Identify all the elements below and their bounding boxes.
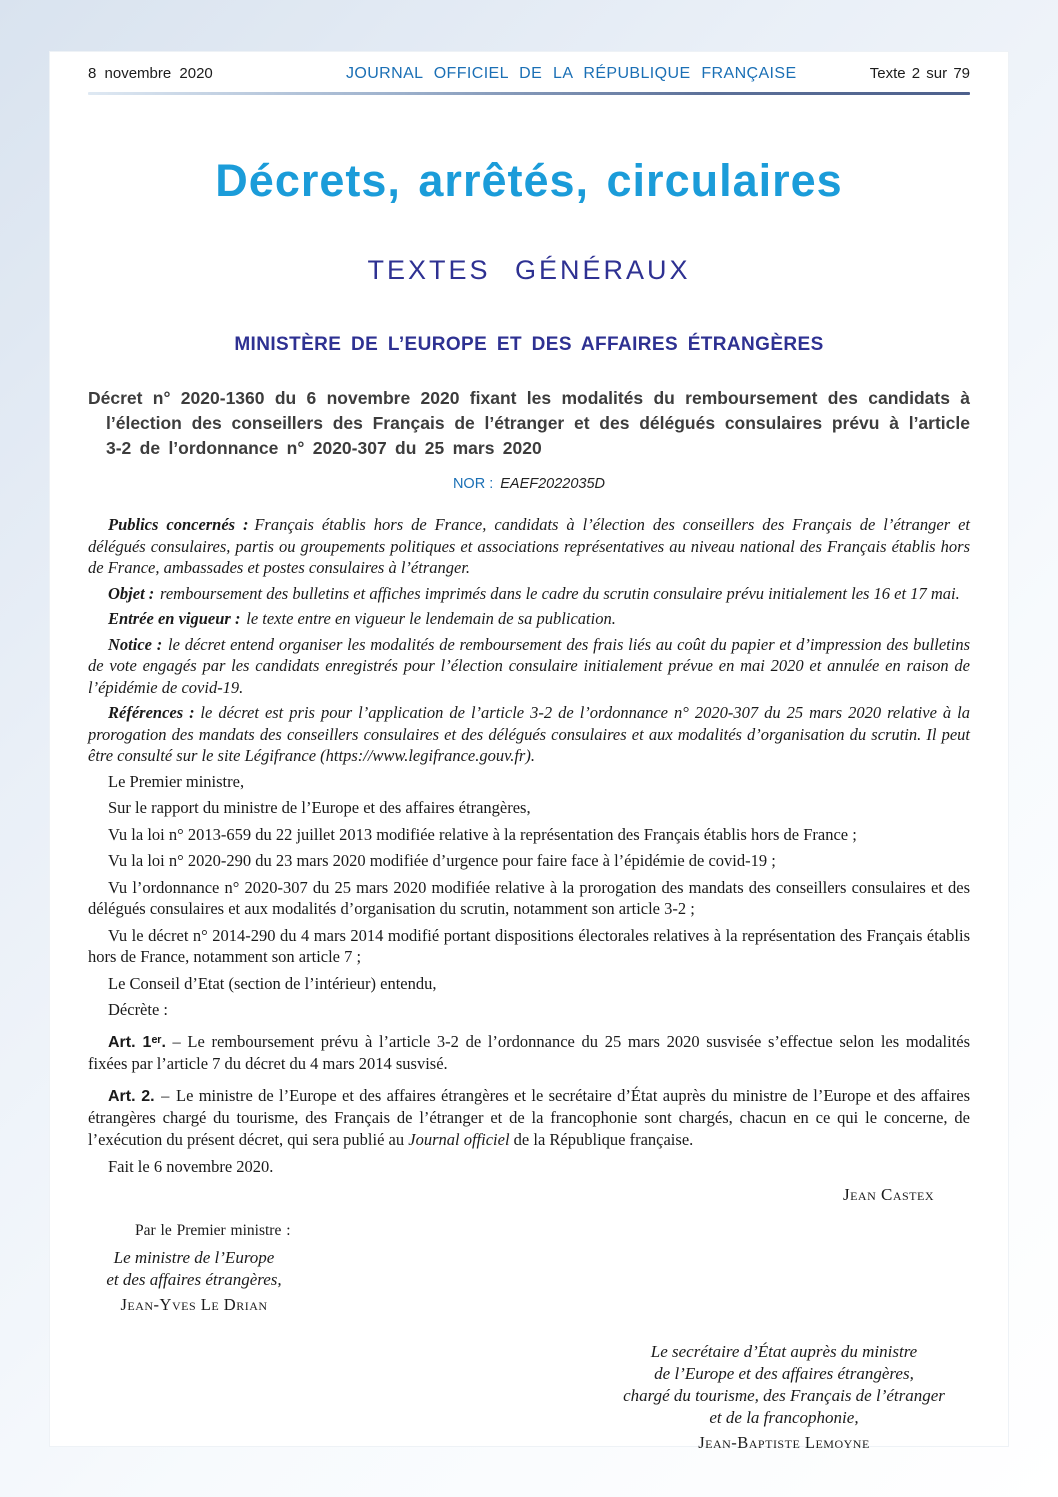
secretary-role-line: chargé du tourisme, des Français de l’étranger (623, 1385, 945, 1405)
nor-label: NOR : (452, 476, 494, 492)
journal-officiel-italic: Journal officiel (408, 1129, 510, 1149)
summary-text: remboursement des bulletins et affiches imprimés dans le cadre du scrutin consulaire prévu initialement les 16 et 17 mai. (160, 583, 960, 603)
summary-lead: Références : (108, 703, 195, 722)
section-subtitle: TEXTES GÉNÉRAUX (367, 255, 691, 285)
nor-value: EAEF2022035D (500, 476, 606, 492)
summary-text: le texte entre en vigueur le lendemain de sa publication. (246, 609, 616, 628)
header-date: 8 novembre 2020 (88, 65, 213, 82)
article-2-text: Le ministre de l’Europe et des affaires étrangères et le secrétaire d’État auprès du ministre de l’Europe et des affaires étrangères chargé du tourisme, des Français de l’étranger et de la francophonie sont chargés, chacun en ce qui le concerne, de l’exécution du présent décret, qui sera publié au (88, 1085, 971, 1149)
decrete-line: Décrète : (108, 1000, 168, 1019)
recital-paragraph: Le Conseil d’Etat (section de l’intérieur) entendu, (108, 973, 437, 993)
article-1-text: Le remboursement prévu à l’article 3-2 de l’ordonnance du 25 mars 2020 susvisée s’effectue selon les modalités fixées par l’article 7 du décret du 4 mars 2014 susvisé. (88, 1031, 971, 1073)
summary-lead: Objet : (108, 583, 155, 603)
secretary-signature-block (594, 1341, 974, 1453)
minister-role-line: et des affaires étrangères, (106, 1269, 282, 1289)
secretary-signature-name: Jean-Baptiste Lemoyne (698, 1432, 870, 1452)
nor-line (88, 476, 970, 492)
journal-title: JOURNAL OFFICIEL DE LA RÉPUBLIQUE FRANÇAISE (345, 65, 797, 82)
minister-signature-name: Jean-Yves Le Drian (120, 1294, 268, 1314)
summary-lead: Publics concernés : (108, 515, 249, 534)
minister-role-line: Le ministre de l’Europe (113, 1247, 275, 1267)
summary-entree-en-vigueur (88, 608, 970, 630)
article-1-label: Art. 1ᵉʳ. (108, 1033, 166, 1051)
summary-notice (88, 634, 970, 699)
recital-paragraph: Vu l’ordonnance n° 2020-307 du 25 mars 2020 modifiée relative à la prorogation des mandats des conseillers consulaires et des délégués consulaires et aux modalités d’organisation du scrutin, notamment son article 3-2 ; (88, 877, 970, 918)
article-2-label: Art. 2. (108, 1087, 155, 1105)
article-2 (88, 1085, 970, 1151)
pm-signature-name: Jean Castex (842, 1184, 934, 1204)
section-title: Décrets, arrêtés, circulaires (215, 155, 843, 206)
decree-body (88, 514, 970, 1453)
header-page-ref: Texte 2 sur 79 (869, 65, 970, 82)
summary-lead: Entrée en vigueur : (108, 609, 241, 628)
recital-paragraph: Vu le décret n° 2014-290 du 4 mars 2014 modifié portant dispositions électorales relatives à la représentation des Français établis hors de France, notamment son article 7 ; (88, 925, 970, 966)
article-2-text-end: de la République française. (509, 1129, 694, 1149)
summary-text: Français établis hors de France, candidats à l’élection des conseillers des Français de l’étranger et délégués consulaires, partis ou groupements politiques et associations représentatives au niveau national des Français établis hors de France, ambassades et postes consulaires à l’étranger. (88, 515, 970, 577)
article-dash: – (172, 1031, 181, 1051)
summary-objet (88, 583, 970, 605)
summary-publics-concernes (88, 514, 970, 579)
page-header (88, 63, 970, 83)
journal-page (49, 51, 1009, 1452)
summary-lead: Notice : (108, 634, 163, 654)
recital-paragraph: Vu la loi n° 2013-659 du 22 juillet 2013 modifiée relative à la représentation des Français établis hors de France ; (108, 824, 857, 844)
ministry-heading: MINISTÈRE DE L’EUROPE ET DES AFFAIRES ÉTRANGÈRES (234, 334, 824, 355)
summary-references (88, 702, 970, 767)
par-premier-ministre: Par le Premier ministre : (135, 1221, 291, 1239)
header-rule (88, 92, 970, 95)
secretary-role-line: et de la francophonie, (709, 1407, 859, 1427)
recital-paragraph: Vu la loi n° 2020-290 du 23 mars 2020 modifiée d’urgence pour faire face à l’épidémie de covid-19 ; (108, 851, 776, 870)
fait-line: Fait le 6 novembre 2020. (108, 1157, 274, 1176)
summary-text: le décret est pris pour l’application de l’article 3-2 de l’ordonnance n° 2020-307 du 25 mars 2020 relative à la prorogation des mandats des conseillers consulaires et des délégués consulaires et aux modalités d’organisation du scrutin. Il peut être consulté sur le site Légifrance (https://www.legifrance.gouv.fr). (88, 703, 970, 765)
secretary-role-line: de l’Europe et des affaires étrangères, (654, 1363, 914, 1383)
secretary-role-line: Le secrétaire d’État auprès du ministre (650, 1341, 918, 1361)
article-1 (88, 1031, 970, 1075)
article-dash: – (161, 1085, 170, 1105)
recital-paragraph: Le Premier ministre, (108, 771, 245, 791)
decree-title: Décret n° 2020-1360 du 6 novembre 2020 fixant les modalités du remboursement des candidats à l’élection des conseillers des Français de l’étranger et des délégués consulaires prévu à l’article 3-2 de l’ordonnance n° 2020-307 du 25 mars 2020 (88, 388, 970, 458)
recital-paragraph: Sur le rapport du ministre de l’Europe et des affaires étrangères, (108, 798, 531, 817)
summary-text: le décret entend organiser les modalités de remboursement des frais liés au coût du papier et d’impression des bulletins de vote engagés par les candidats enregistrés pour l’élection consulaire initialement prévue en mai 2020 et annulée en raison de l’épidémie de covid-19. (88, 634, 970, 697)
minister-signature-block (88, 1247, 300, 1315)
